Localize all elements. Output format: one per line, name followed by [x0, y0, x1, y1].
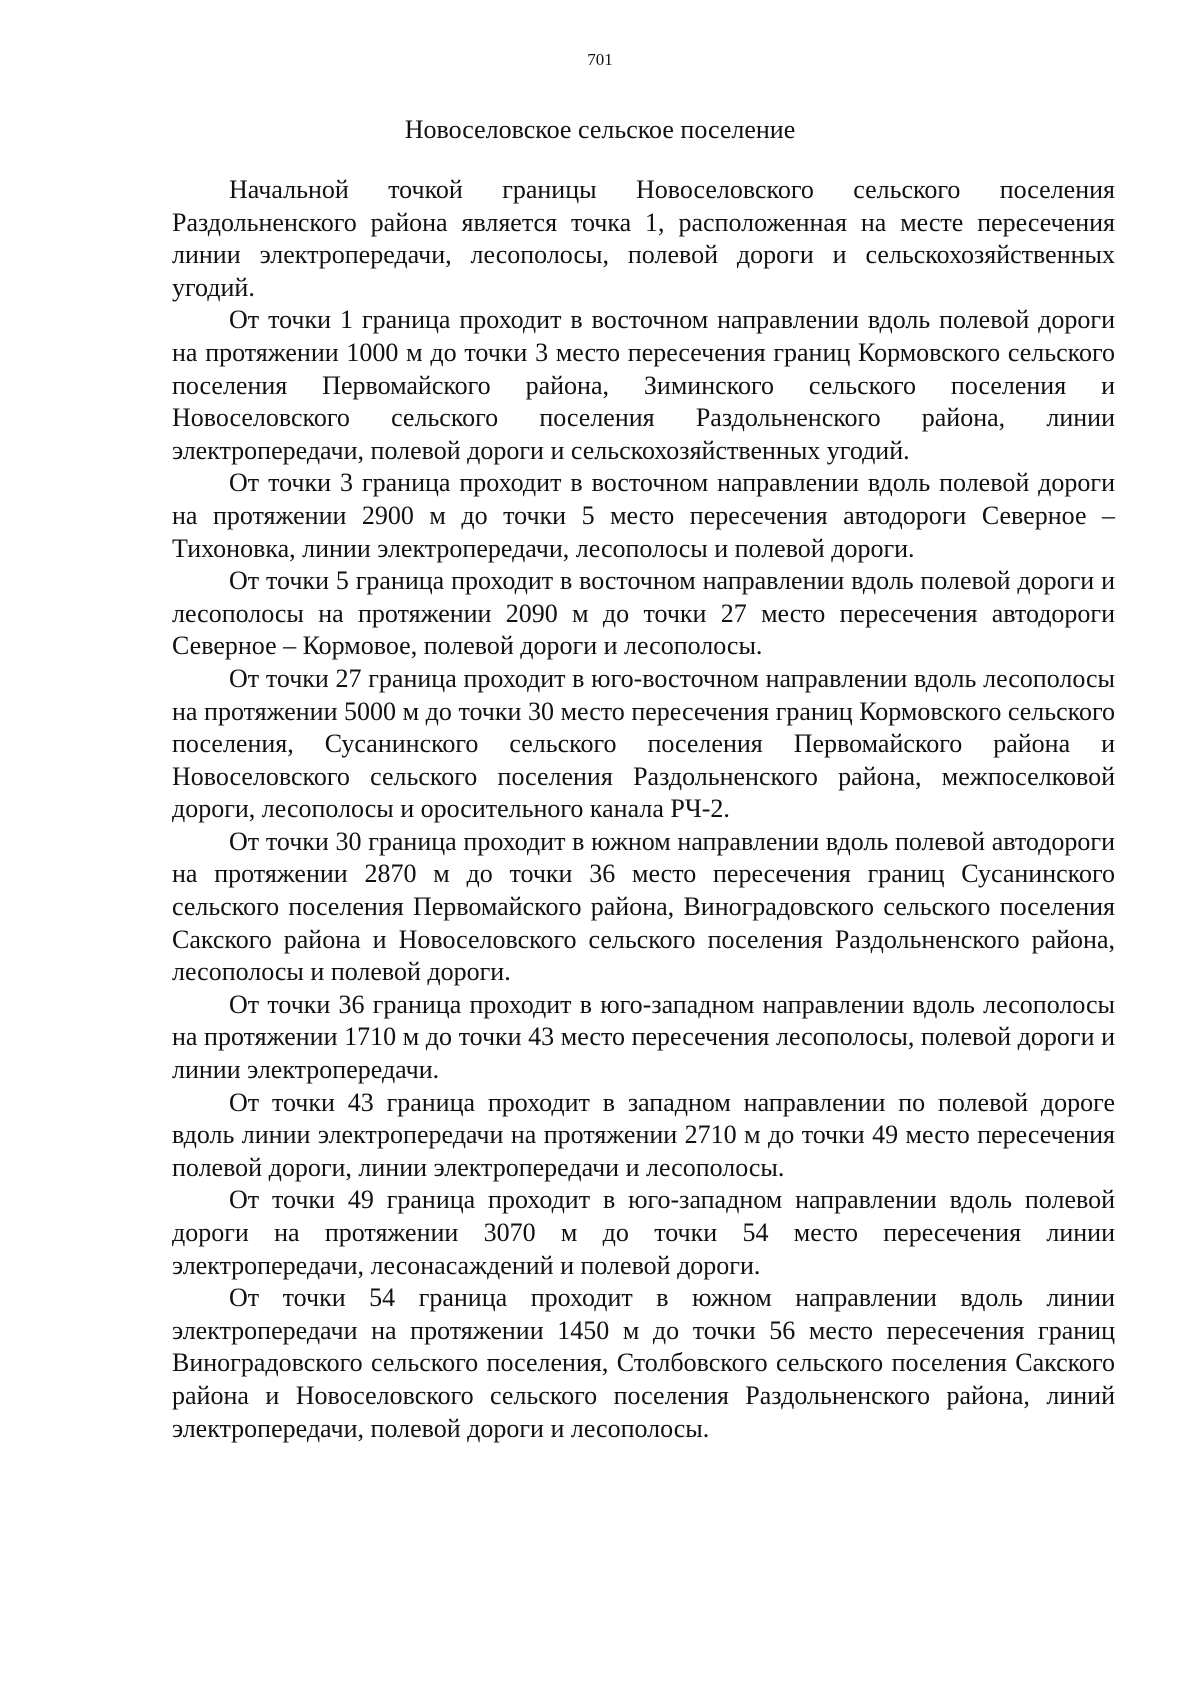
body-text: [172, 174, 1115, 1445]
paragraph-6: От точки 30 граница проходит в южном направлении вдоль полевой автодороги на протяжении 2870 м до точки 36 место пересечения границ Сусанинского сельского поселения Первомайского района, Виноградовского сельского поселения Сакского района и Новоселовского сельского поселения Раздольненского района, лесополосы и полевой дороги.: [172, 826, 1115, 987]
paragraph-4: От точки 5 граница проходит в восточном направлении вдоль полевой дороги и лесополосы на протяжении 2090 м до точки 27 место пересечения автодороги Северное – Кормовое, полевой дороги и лесополосы.: [172, 566, 1115, 661]
paragraph-1: Начальной точкой границы Новоселовского сельского поселения Раздольненского района является точка 1, расположенная на месте пересечения линии электропередачи, лесополосы, полевой дороги и сельскохозяйственных угодий.: [172, 175, 1115, 302]
paragraph-9: От точки 49 граница проходит в юго-западном направлении вдоль полевой дороги на протяжении 3070 м до точки 54 место пересечения линии электропередачи, лесонасаждений и полевой дороги.: [172, 1185, 1115, 1280]
paragraph-2: От точки 1 граница проходит в восточном направлении вдоль полевой дороги на протяжении 1000 м до точки 3 место пересечения границ Кормовского сельского поселения Первомайского района, Зиминского сельского поселения и Новоселовского сельского поселения Раздольненского района, линии электропередачи, полевой дороги и сельскохозяйственных угодий.: [172, 305, 1115, 465]
paragraph-3: От точки 3 граница проходит в восточном направлении вдоль полевой дороги на протяжении 2900 м до точки 5 место пересечения автодороги Северное – Тихоновка, линии электропередачи, лесополосы и полевой дороги.: [172, 468, 1115, 563]
paragraph-5: От точки 27 граница проходит в юго-восточном направлении вдоль лесополосы на протяжении 5000 м до точки 30 место пересечения границ Кормовского сельского поселения, Сусанинского сельского поселения Первомайского района и Новоселовского сельского поселения Раздольненского района, межпоселковой дороги, лесополосы и оросительного канала РЧ-2.: [172, 663, 1115, 824]
paragraph-10: От точки 54 граница проходит в южном направлении вдоль линии электропередачи на протяжении 1450 м до точки 56 место пересечения границ Виноградовского сельского поселения, Столбовского сельского поселения Сакского района и Новоселовского сельского поселения Раздольненского района, линий электропередачи, полевой дороги и лесополосы.: [172, 1283, 1115, 1443]
page-number: 701: [587, 50, 613, 69]
paragraph-8: От точки 43 граница проходит в западном направлении по полевой дороге вдоль линии электропередачи на протяжении 2710 м до точки 49 место пересечения полевой дороги, линии электропередачи и лесополосы.: [172, 1087, 1115, 1182]
paragraph-7: От точки 36 граница проходит в юго-западном направлении вдоль лесополосы на протяжении 1710 м до точки 43 место пересечения лесополосы, полевой дороги и линии электропередачи.: [172, 989, 1115, 1085]
section-title: Новоселовское сельское поселение: [404, 115, 796, 144]
